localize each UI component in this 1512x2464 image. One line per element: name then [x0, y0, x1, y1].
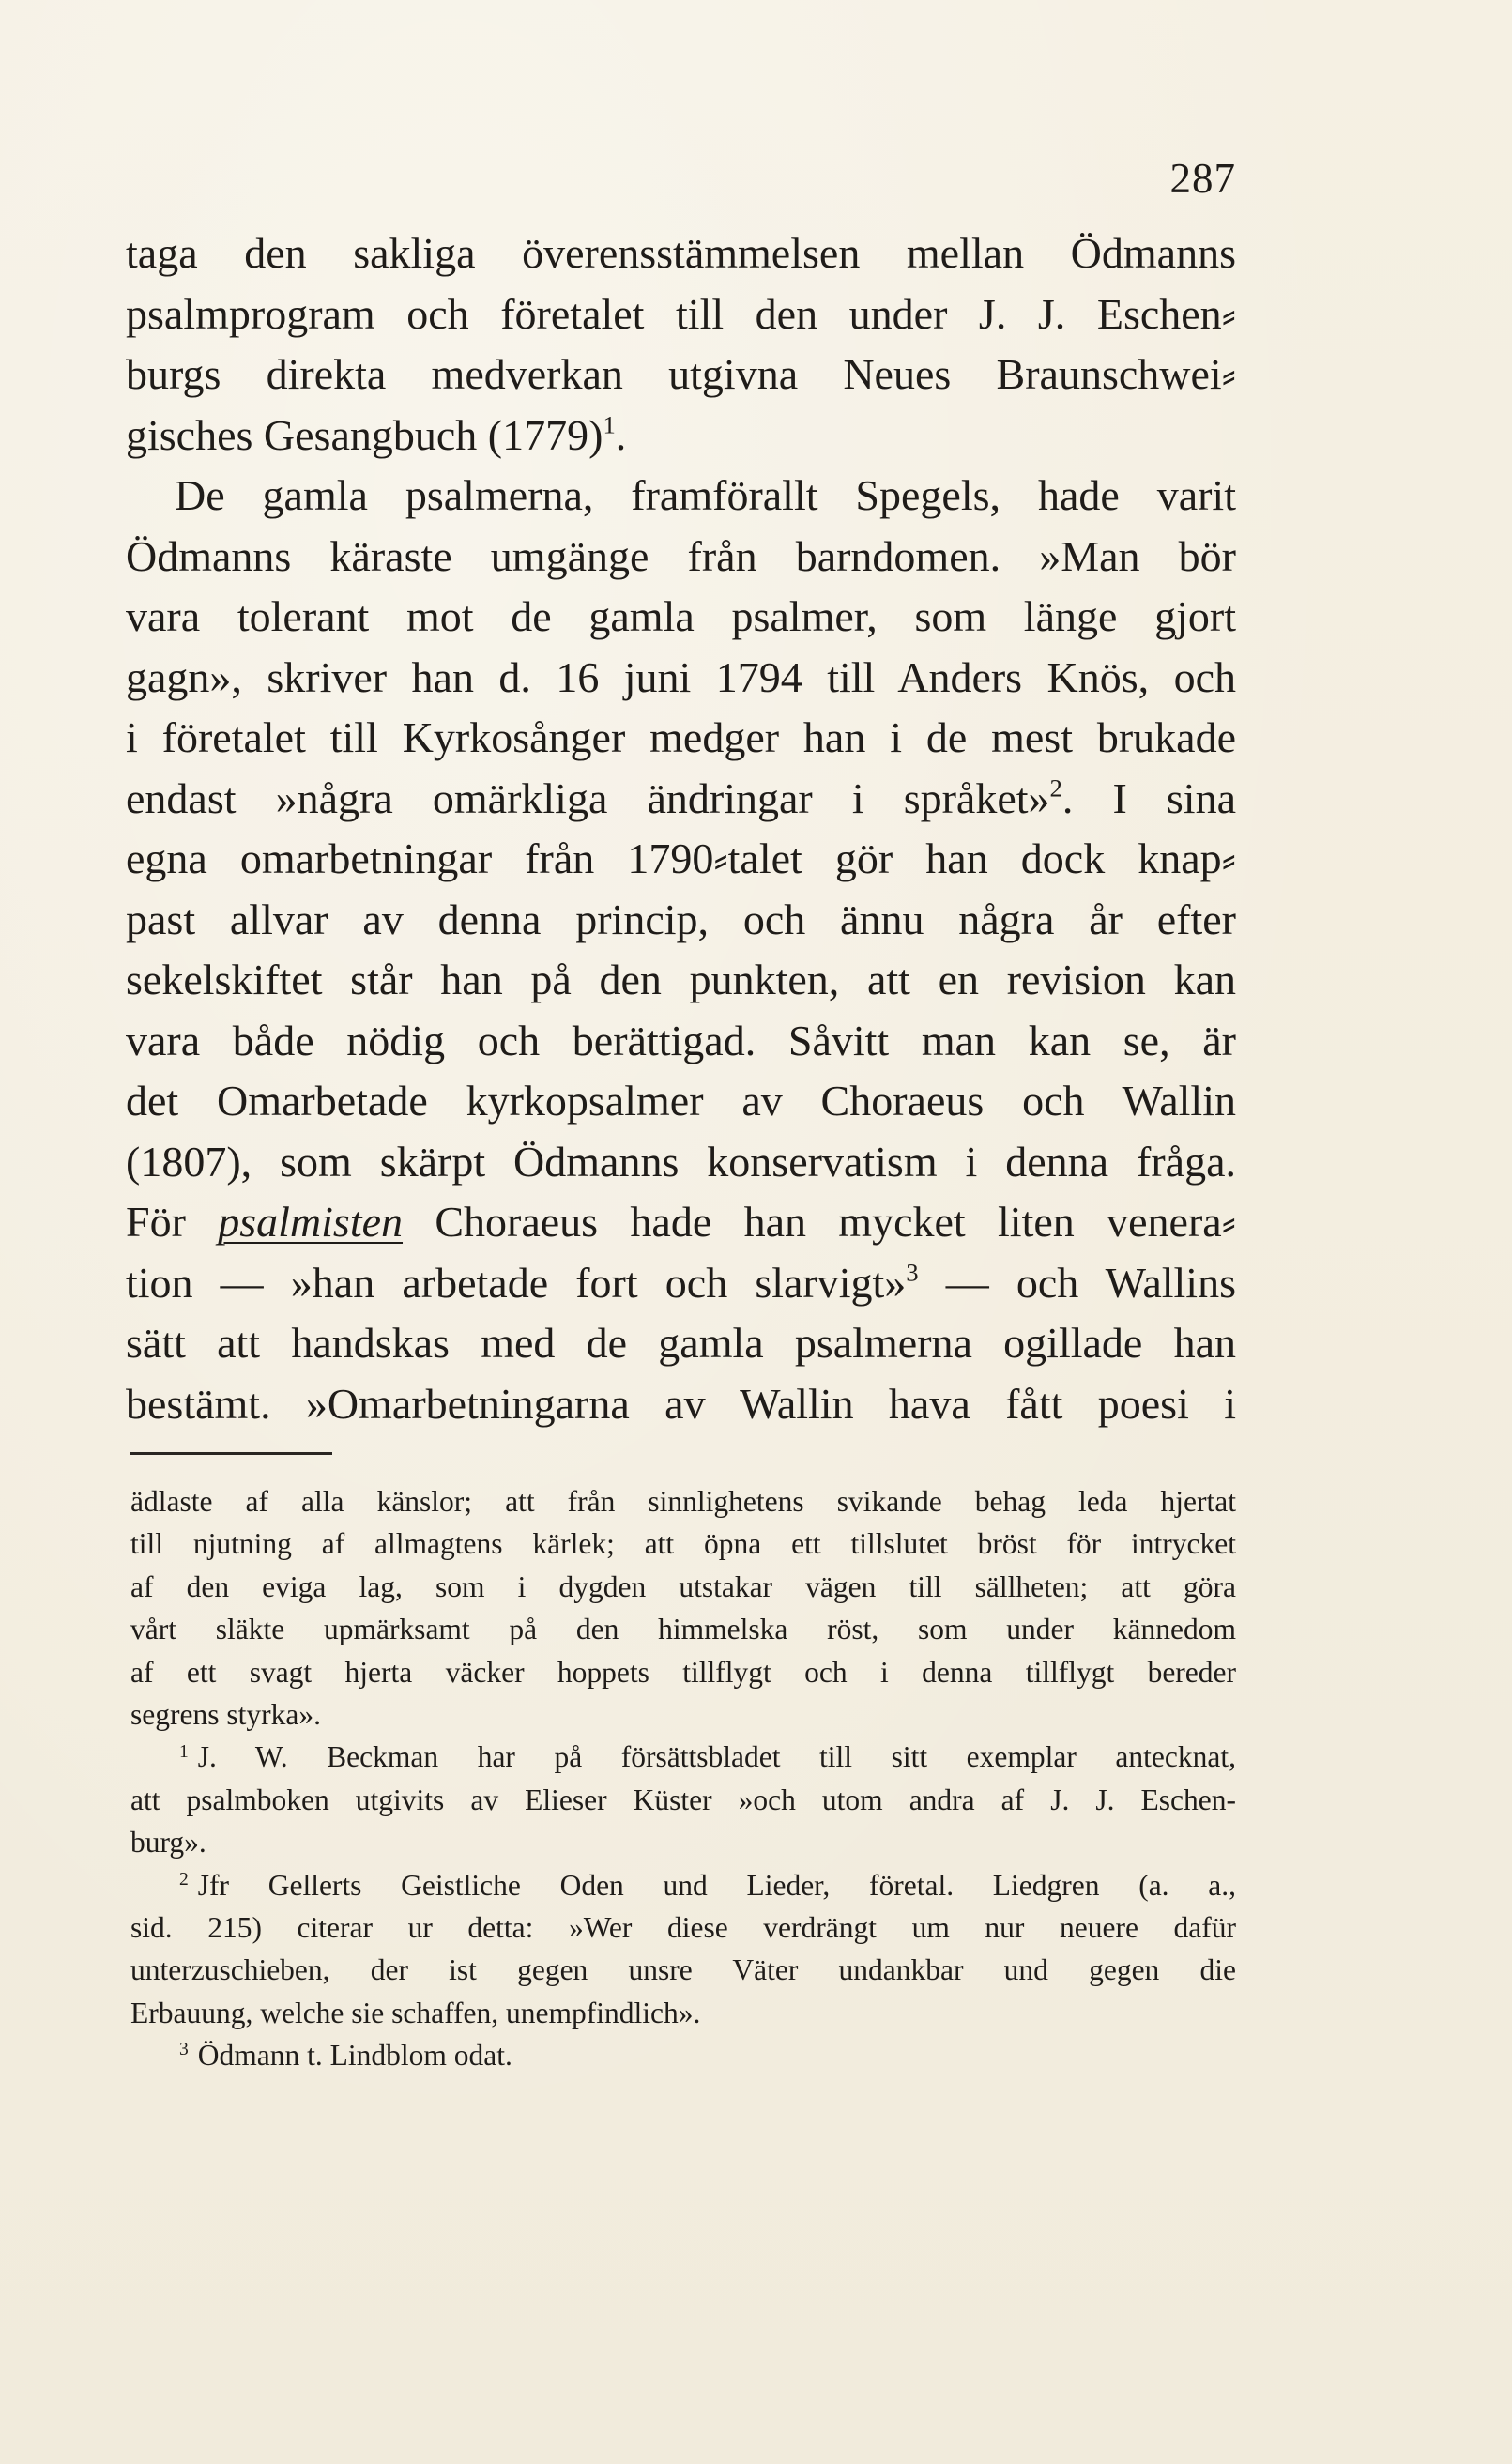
line-text-continued: . I sina [1061, 773, 1236, 822]
emphasized-word: psalmisten [218, 1198, 404, 1246]
line-text: psalmprogram och företalet till den under J. J. Eschen⸗ [126, 289, 1236, 338]
line-text: sekelskiftet står han på den punkten, att en revision kan [126, 956, 1236, 1003]
line-text: För [126, 1198, 219, 1246]
line-text: sid. 215) citerar ur detta: »Wer diese verdrängt um nur neuere dafür [130, 1910, 1236, 1944]
line-text: Jfr Gellerts Geistliche Oden und Lieder, företal. Liedgren (a. a., [197, 1868, 1236, 1902]
footnote-line [130, 1949, 1236, 1991]
line-text: af ett svagt hjerta väcker hoppets tillflygt och i denna tillflygt bereder [130, 1655, 1236, 1689]
body-line [126, 466, 1236, 527]
body-line [126, 890, 1236, 951]
body-line [126, 1132, 1236, 1193]
page-number: 287 [1169, 155, 1236, 202]
footnote-line [130, 1693, 1236, 1736]
line-text: endast »några omärkliga ändringar i språket» [126, 773, 1050, 822]
footnote-marker: 1 [179, 1741, 189, 1762]
body-line [126, 708, 1236, 769]
line-text: taga den sakliga överensstämmelsen mellan Ödmanns [126, 229, 1236, 277]
line-text: bestämt. »Omarbetningarna av Wallin hava fått poesi i [126, 1379, 1236, 1428]
footnotes [130, 1480, 1236, 2076]
line-text-continued: Choraeus hade han mycket liten venera⸗ [403, 1198, 1236, 1246]
line-text: burgs direkta medverkan utgivna Neues Braunschwei⸗ [126, 350, 1236, 398]
body-line [126, 1253, 1236, 1314]
body-line [126, 1313, 1236, 1374]
main-text [126, 223, 1236, 1434]
line-text: att psalmboken utgivits av Elieser Küster »och utom andra af J. J. Eschen- [130, 1783, 1236, 1816]
line-text: Ödmann t. Lindblom odat. [197, 2039, 512, 2073]
line-text: det Omarbetade kyrkopsalmer av Choraeus och Wallin [126, 1077, 1236, 1125]
footnote-divider [130, 1452, 332, 1455]
line-text: tion — »han arbetade fort och slarvigt» [126, 1258, 907, 1307]
line-text: vårt släkte upmärksamt på den himmelska röst, som under kännedom [130, 1613, 1236, 1646]
body-line [126, 1071, 1236, 1132]
body-line [126, 648, 1236, 709]
line-text: egna omarbetningar från 1790⸗talet gör han dock knap⸗ [126, 834, 1236, 882]
footnote-line [130, 1736, 1236, 1778]
line-text: unterzuschieben, der ist gegen unsre Väter undankbar und gegen die [130, 1953, 1236, 1987]
line-text: burg». [130, 1826, 206, 1859]
line-text: De gamla psalmerna, framförallt Spegels, hade varit [175, 471, 1236, 519]
footnote-marker: 2 [179, 1869, 189, 1890]
line-text-continued: — och Wallins [918, 1258, 1236, 1307]
footnote-line [130, 1992, 1236, 2034]
footnote-reference: 1 [603, 410, 616, 439]
body-line [126, 284, 1236, 345]
body-line [126, 769, 1236, 830]
line-text: vara tolerant mot de gamla psalmer, som länge gjort [126, 592, 1236, 640]
footnote-line [130, 1779, 1236, 1821]
footnote-line [130, 2034, 1236, 2076]
body-line [126, 1192, 1236, 1253]
footnote-line [130, 1821, 1236, 1863]
line-text: af den eviga lag, som i dygden utstakar vägen till sällheten; att göra [130, 1569, 1236, 1603]
footnote-line [130, 1906, 1236, 1949]
line-text: Erbauung, welche sie schaffen, unempfindlich». [130, 1996, 701, 2029]
body-line [126, 950, 1236, 1011]
line-text: sätt att handskas med de gamla psalmerna ogillade han [126, 1319, 1236, 1367]
line-text-continued: . [615, 410, 627, 459]
body-line [126, 829, 1236, 890]
footnote-line [130, 1480, 1236, 1523]
footnote-marker: 3 [179, 2040, 189, 2060]
line-text: ädlaste af alla känslor; att från sinnlighetens svikande behag leda hjertat [130, 1485, 1236, 1518]
footnote-line [130, 1608, 1236, 1650]
line-text: vara både nödig och berättigad. Såvitt man kan se, är [126, 1016, 1236, 1064]
body-line [126, 1011, 1236, 1072]
line-text: (1807), som skärpt Ödmanns konservatism i denna fråga. [126, 1137, 1236, 1186]
body-line [126, 1374, 1236, 1435]
line-text: Ödmanns käraste umgänge från barndomen. »Man bör [126, 531, 1236, 580]
line-text: gisches Gesangbuch (1779) [126, 410, 603, 459]
footnote-line [130, 1566, 1236, 1608]
line-text: i företalet till Kyrkosånger medger han i de mest brukade [126, 713, 1236, 761]
footnote-line [130, 1523, 1236, 1565]
line-text: J. W. Beckman har på försättsbladet till sitt exemplar antecknat, [197, 1740, 1236, 1774]
body-line [126, 344, 1236, 406]
footnote-line [130, 1651, 1236, 1693]
body-line [126, 406, 1236, 467]
footnote-reference: 2 [1049, 773, 1062, 803]
body-line [126, 527, 1236, 588]
body-line [126, 223, 1236, 284]
line-text: segrens styrka». [130, 1697, 321, 1731]
footnote-reference: 3 [906, 1258, 919, 1287]
body-line [126, 587, 1236, 648]
line-text: gagn», skriver han d. 16 juni 1794 till Anders Knös, och [126, 652, 1236, 701]
footnote-line [130, 1864, 1236, 1906]
line-text: past allvar av denna princip, och ännu några år efter [126, 895, 1236, 943]
line-text: till njutning af allmagtens kärlek; att öpna ett tillslutet bröst för intrycket [130, 1527, 1236, 1561]
